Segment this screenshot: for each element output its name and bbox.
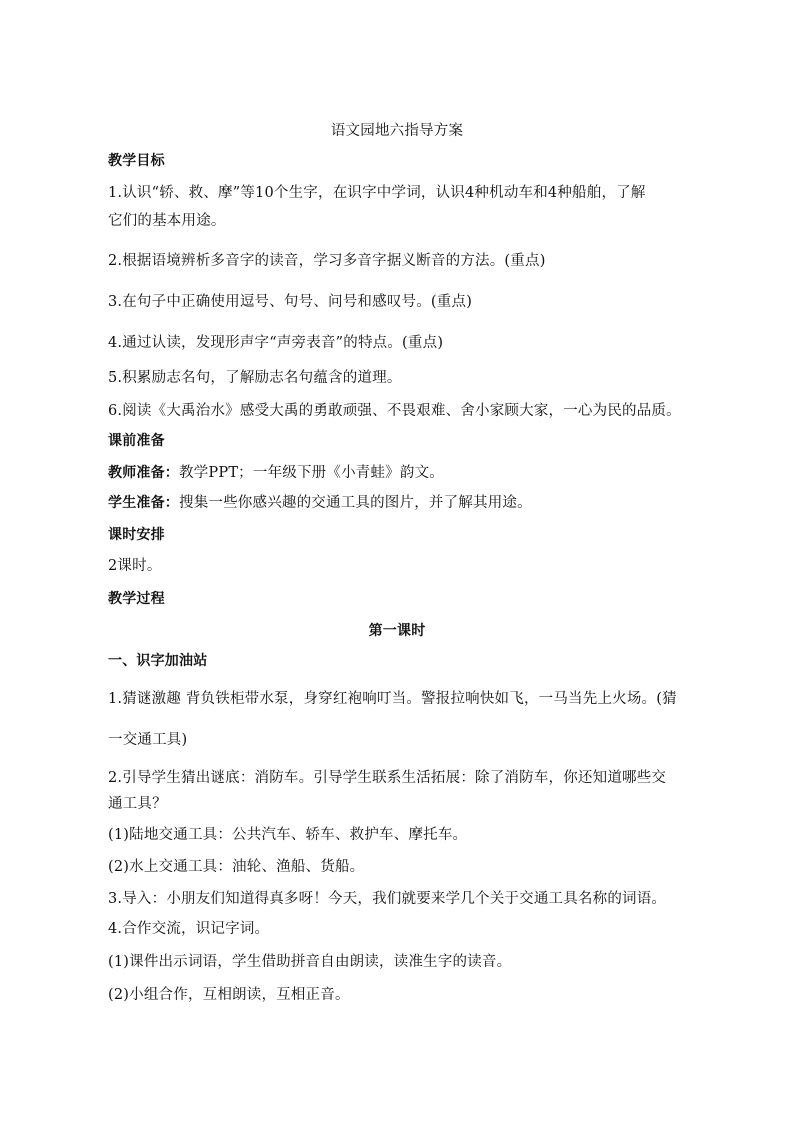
section-heading-process: 教学过程	[108, 591, 165, 607]
process-line-1-cont: 一交通工具)	[108, 732, 188, 748]
process-line-4-2: (2)小组合作，互相朗读，互相正音。	[108, 987, 350, 1003]
goal-line-1-cont: 它们的基本用途。	[108, 213, 226, 229]
schedule-text: 2课时。	[108, 558, 162, 574]
teacher-prep-text: 教学PPT；一年级下册《小青蛙》韵文。	[179, 465, 444, 481]
document-title: 语文园地六指导方案	[330, 123, 464, 139]
process-line-4: 4.合作交流，识记字词。	[108, 921, 270, 937]
goal-line-5: 5.积累励志名句，了解励志名句蕴含的道理。	[108, 370, 402, 386]
process-line-2-cont: 通工具？	[108, 796, 167, 812]
process-line-3: 3.导入：小朋友们知道得真多呀！今天，我们就要来学几个关于交通工具名称的词语。	[108, 891, 667, 907]
goal-line-1: 1.认识“轿、救、摩”等10个生字，在识字中学词，认识4种机动车和4种船舶，了解	[108, 185, 646, 201]
goal-line-4: 4.通过认读，发现形声字“声旁表音”的特点。(重点)	[108, 335, 444, 351]
goal-line-3: 3.在句子中正确使用逗号、句号、问号和感叹号。(重点)	[108, 294, 473, 310]
teacher-prep-label: 教师准备：	[108, 465, 179, 481]
section-heading-goals: 教学目标	[108, 153, 165, 169]
goal-line-6: 6.阅读《大禹治水》感受大禹的勇敢顽强、不畏艰难、舍小家顾大家，一心为民的品质。	[108, 403, 681, 419]
section-heading-prep: 课前准备	[108, 433, 165, 449]
process-line-2-2: (2)水上交通工具：油轮、渔船、货船。	[108, 859, 365, 875]
teacher-prep	[108, 464, 728, 482]
part-one-heading: 一、识字加油站	[108, 653, 208, 669]
section-heading-schedule: 课时安排	[108, 527, 165, 543]
process-line-1: 1.猜谜激趣 背负铁柜带水泵，身穿红袍响叮当。警报拉响快如飞，一马当先上火场。(猜	[108, 691, 677, 707]
student-prep-text: 搜集一些你感兴趣的交通工具的图片，并了解其用途。	[179, 495, 532, 511]
process-line-2-1: (1)陆地交通工具：公共汽车、轿车、救护车、摩托车。	[108, 827, 468, 843]
student-prep	[108, 494, 728, 512]
goal-line-2: 2.根据语境辨析多音字的读音，学习多音字据义断音的方法。(重点)	[108, 253, 546, 269]
process-line-4-1: (1)课件出示词语，学生借助拼音自由朗读，读准生字的读音。	[108, 954, 512, 970]
lesson-title: 第一课时	[368, 623, 426, 639]
process-line-2: 2.引导学生猜出谜底：消防车。引导学生联系生活拓展：除了消防车，你还知道哪些交	[108, 770, 667, 786]
student-prep-label: 学生准备：	[108, 495, 179, 511]
